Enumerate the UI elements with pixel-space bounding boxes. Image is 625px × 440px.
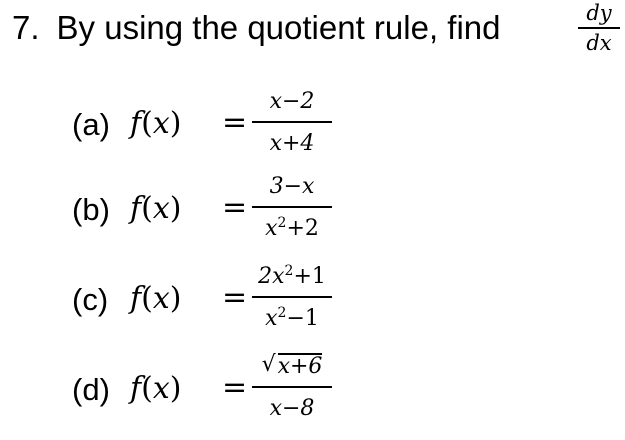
- fraction-bar: [252, 296, 332, 298]
- equals-sign: =: [222, 190, 248, 225]
- numerator: 3−x: [269, 174, 315, 199]
- function-name: f(x): [130, 106, 182, 141]
- question-number: 7.: [12, 9, 40, 46]
- denominator: $x^2-1$: [265, 305, 319, 331]
- numerator: x−2: [269, 89, 315, 114]
- radicand: x+6: [277, 354, 323, 379]
- equals-sign: =: [222, 280, 248, 315]
- fraction-bar: [252, 206, 332, 208]
- part-a: [72, 85, 372, 165]
- part-label: (c): [72, 282, 109, 317]
- denominator: $x^2+2$: [265, 215, 319, 241]
- denominator: x+4: [269, 131, 315, 156]
- equals-sign: =: [222, 370, 248, 405]
- part-d: [72, 350, 372, 430]
- function-name: f(x): [130, 281, 182, 316]
- question-text: By using the quotient rule, find: [56, 9, 501, 46]
- fraction-bar: [252, 386, 332, 388]
- part-label: (a): [72, 107, 110, 142]
- part-label: (d): [72, 372, 110, 407]
- function-name: f(x): [130, 191, 182, 226]
- part-c: [72, 260, 372, 340]
- fraction-bar: [252, 121, 332, 123]
- derivative-denominator: dx: [586, 31, 612, 55]
- question-heading: [12, 8, 500, 48]
- numerator: [252, 350, 332, 384]
- numerator: $2x^2+1$: [258, 263, 326, 289]
- fraction: [252, 260, 332, 336]
- function-name: f(x): [130, 371, 182, 406]
- fraction: [252, 170, 332, 246]
- denominator: x−8: [269, 396, 315, 421]
- part-label: (b): [72, 192, 110, 227]
- fraction-bar: [578, 27, 620, 29]
- equals-sign: =: [222, 105, 248, 140]
- fraction: [252, 350, 332, 426]
- derivative-numerator: dy: [586, 1, 612, 25]
- derivative-fraction: [578, 0, 620, 56]
- part-b: [72, 170, 372, 250]
- square-root: [262, 350, 323, 384]
- fraction: [252, 85, 332, 161]
- radical-sign: √: [261, 352, 276, 377]
